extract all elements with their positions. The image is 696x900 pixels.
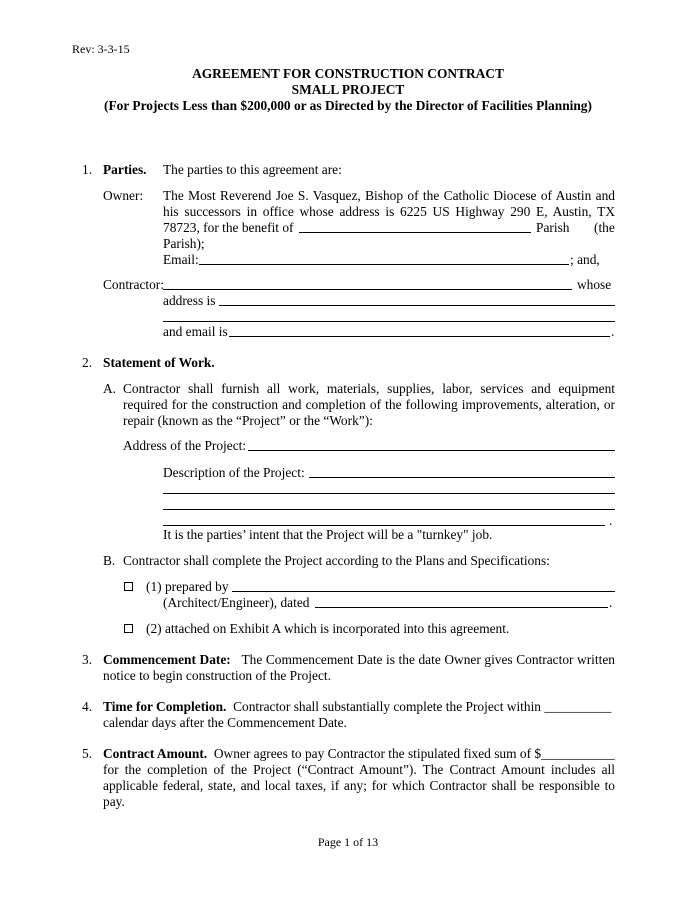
subsection-a-text: Contractor shall furnish all work, materials, supplies, labor, services and equipment required for the construction and completion of the following improvements, alteration, or repair (known as the “Project” or the “Work”): <box>123 381 615 428</box>
owner-email-blank[interactable] <box>199 264 569 265</box>
title-line-2: SMALL PROJECT <box>291 82 405 97</box>
section-4-line-1 <box>103 699 611 715</box>
owner-label: Owner: <box>103 188 144 203</box>
contractor-address-label: address is <box>163 293 216 308</box>
the-word: (the <box>594 220 615 235</box>
parish-word: Parish <box>536 220 570 235</box>
section-5-text-rest: for the completion of the Project (“Contract Amount”). The Contract Amount includes all applicable federal, state, and local taxes, if any; for which Contractor shall be responsible to pay. <box>103 762 615 809</box>
subsection-b-label: B. <box>103 553 116 568</box>
page-number: Page 1 of 13 <box>317 835 379 849</box>
option-1-checkbox[interactable] <box>124 582 133 591</box>
title-line-1: AGREEMENT FOR CONSTRUCTION CONTRACT <box>192 66 504 81</box>
owner-text-line-2: his successors in office whose address is 6225 US Highway 290 E, Austin, TX <box>163 204 615 219</box>
whose-word: whose <box>577 277 612 292</box>
contractor-name-blank[interactable] <box>163 289 572 290</box>
section-4-text-1: Contractor shall substantially complete the Project within __________ <box>233 699 612 714</box>
section-1-heading: Parties. <box>103 162 147 177</box>
contractor-address-blank-1[interactable] <box>219 305 615 306</box>
contractor-email-label: and email is <box>163 324 228 339</box>
section-2-number: 2. <box>82 355 93 370</box>
option-1-label: (1) prepared by <box>146 579 229 594</box>
section-3-number: 3. <box>82 652 93 667</box>
owner-text-line-1: The Most Reverend Joe S. Vasquez, Bishop of the Catholic Diocese of Austin and <box>163 188 615 203</box>
project-description-blank-1[interactable] <box>309 477 615 478</box>
title-line-3: (For Projects Less than $200,000 or as Directed by the Director of Facilities Planning) <box>104 98 592 113</box>
section-1-number: 1. <box>82 162 93 177</box>
architect-engineer-blank[interactable] <box>232 591 615 592</box>
project-description-end: . <box>609 513 613 528</box>
section-5-line-1 <box>103 746 615 762</box>
revision-label: Rev: 3-3-15 <box>72 42 130 56</box>
section-5-text-1: Owner agrees to pay Contractor the stipulated fixed sum of $___________ <box>213 746 615 761</box>
owner-email-label: Email: <box>163 252 199 267</box>
project-description-label: Description of the Project: <box>163 465 305 480</box>
owner-text-line-4: Parish); <box>163 236 205 251</box>
option-1-end: . <box>609 595 613 610</box>
contractor-address-blank-2[interactable] <box>163 321 615 322</box>
owner-text-line-3: 78723, for the benefit of <box>163 220 294 235</box>
turnkey-intent-text: It is the parties’ intent that the Project will be a "turnkey" job. <box>163 527 493 542</box>
section-3-text: The Commencement Date is the date Owner gives Contractor written notice to begin construction of the Project. <box>103 652 615 683</box>
plans-date-blank[interactable] <box>315 607 608 608</box>
project-description-blank-2[interactable] <box>163 493 615 494</box>
project-description-blank-3[interactable] <box>163 509 615 510</box>
contractor-label: Contractor: <box>103 277 164 292</box>
section-2-heading: Statement of Work. <box>103 355 215 370</box>
project-address-label: Address of the Project: <box>123 438 247 453</box>
section-4-heading: Time for Completion. <box>103 699 227 714</box>
option-2-label: (2) attached on Exhibit A which is incorporated into this agreement. <box>146 621 510 636</box>
owner-email-end: ; and, <box>570 252 600 267</box>
project-address-blank[interactable] <box>248 450 615 451</box>
section-1-intro: The parties to this agreement are: <box>163 162 342 177</box>
subsection-a-label: A. <box>103 381 117 396</box>
contractor-email-end: . <box>611 324 615 339</box>
parish-name-blank[interactable] <box>299 232 531 233</box>
option-2-checkbox[interactable] <box>124 624 133 633</box>
contractor-email-blank[interactable] <box>229 336 610 337</box>
section-4-number: 4. <box>82 699 93 714</box>
section-5-number: 5. <box>82 746 93 761</box>
section-3-heading: Commencement Date: <box>103 652 231 667</box>
section-3-paragraph <box>103 652 615 684</box>
subsection-b-text: Contractor shall complete the Project according to the Plans and Specifications: <box>123 553 550 568</box>
section-5-heading: Contract Amount. <box>103 746 208 761</box>
option-1-dated-label: (Architect/Engineer), dated <box>163 595 310 610</box>
section-4-text-2: calendar days after the Commencement Date. <box>103 715 347 730</box>
project-description-blank-4[interactable] <box>163 525 605 526</box>
